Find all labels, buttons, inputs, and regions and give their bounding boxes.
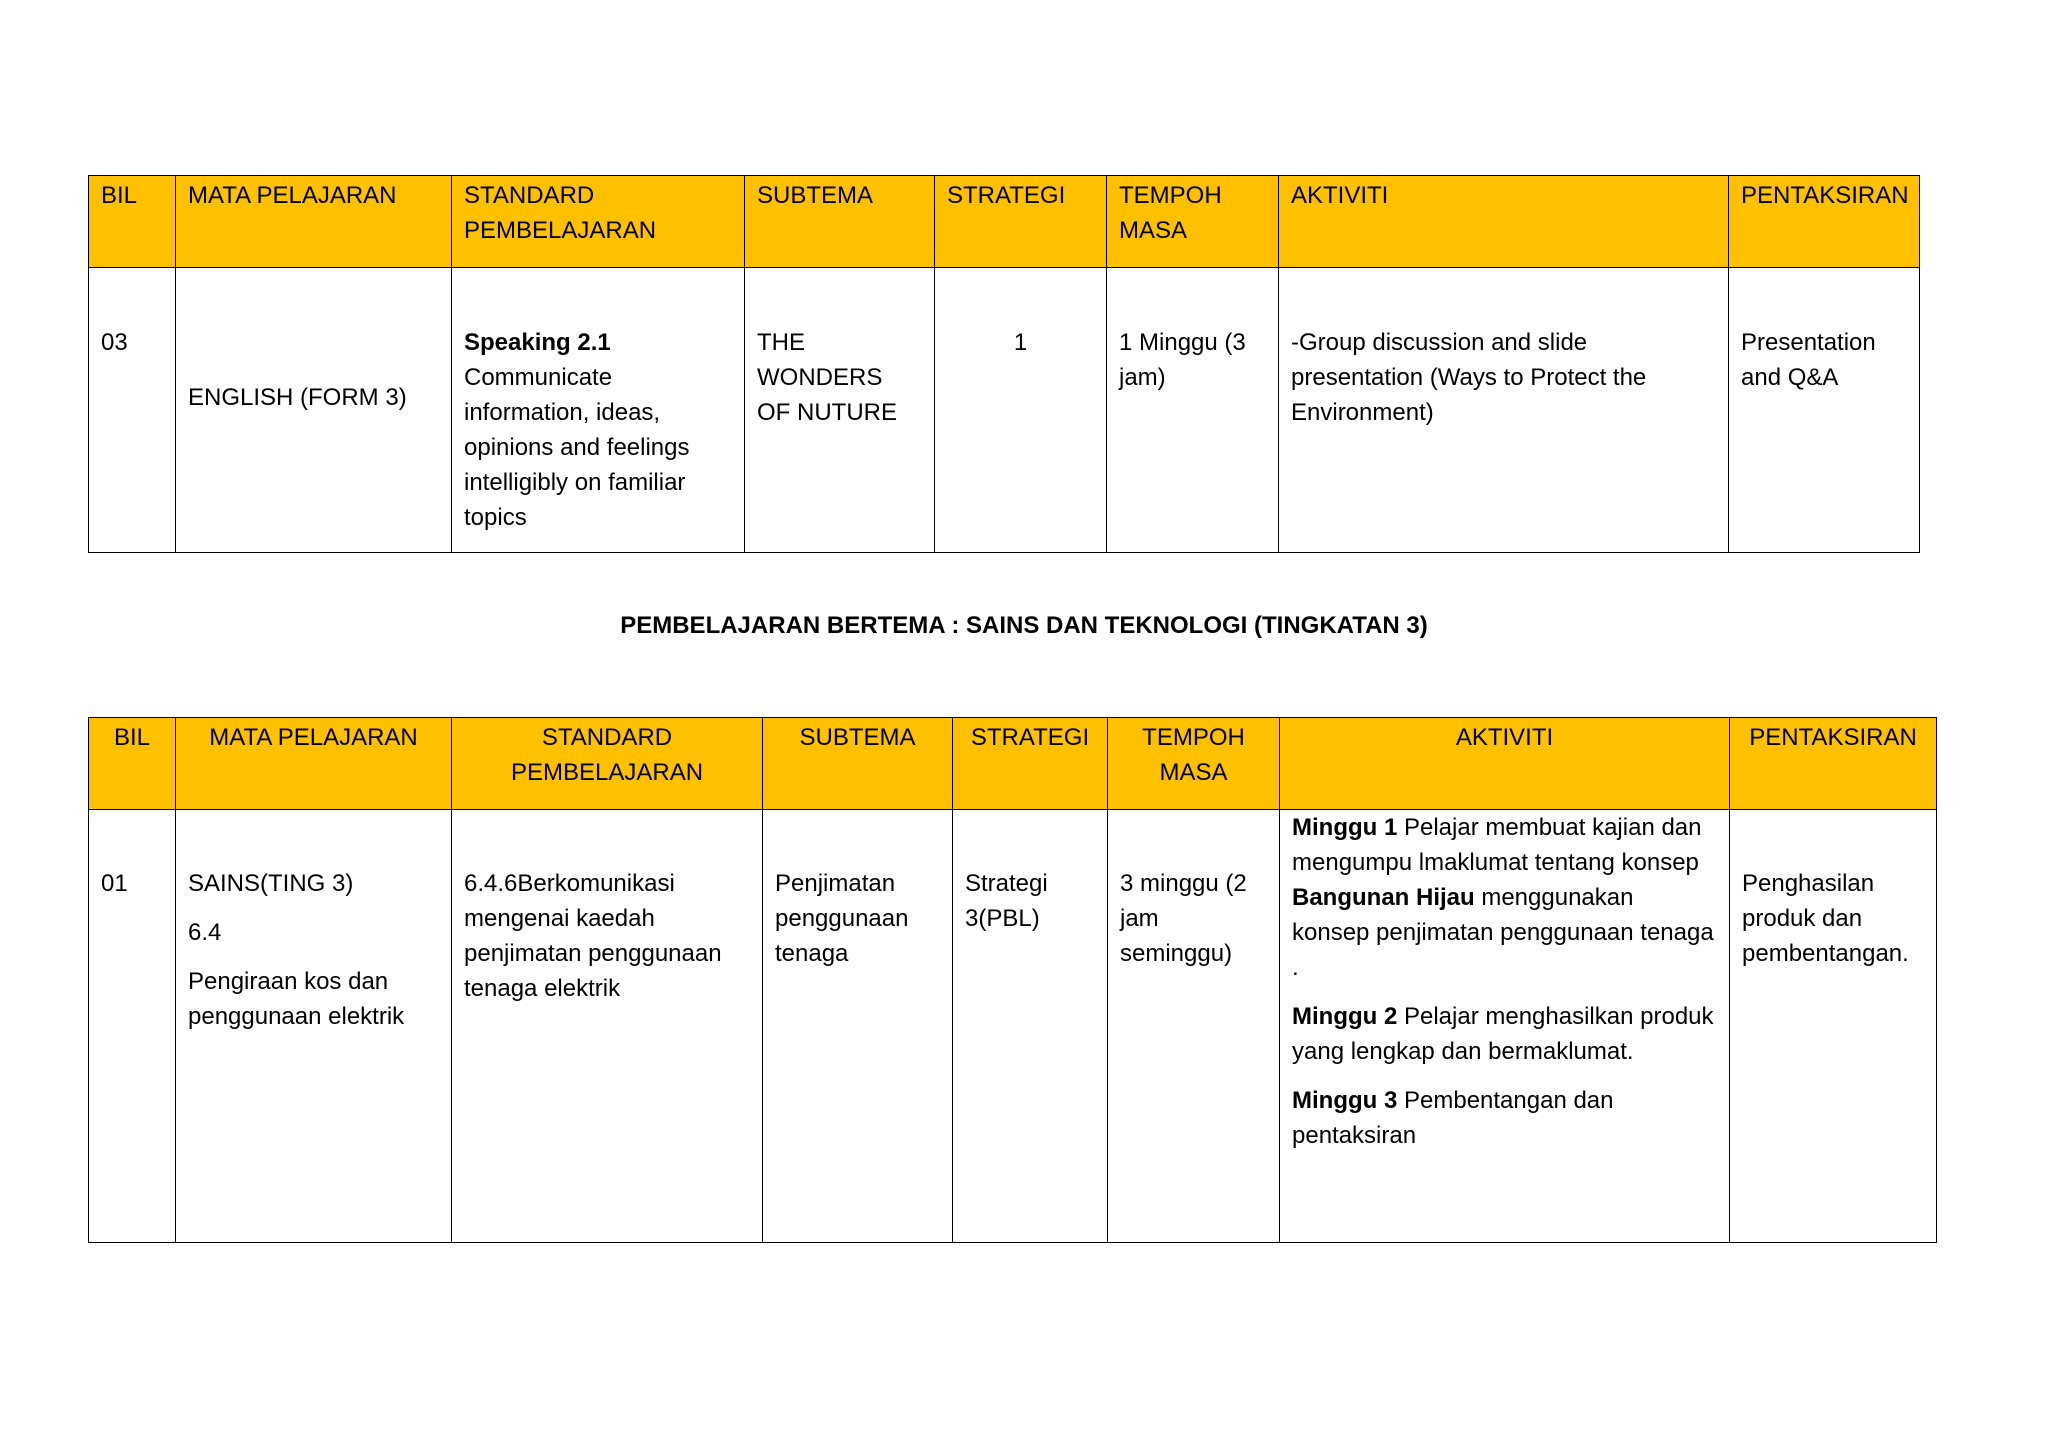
week-2-label: Minggu 2 — [1292, 1003, 1398, 1030]
lesson-table-english — [88, 175, 1920, 553]
header-bil: BIL — [89, 718, 176, 810]
cell-strategi: Strategi 3(PBL) — [953, 810, 1108, 1243]
header-bil: BIL — [89, 176, 176, 268]
table-row — [89, 268, 1920, 553]
cell-subtema: Penjimatan penggunaan tenaga — [763, 810, 953, 1243]
lesson-table-sains — [88, 717, 1937, 1243]
header-pentaksiran: PENTAKSIRAN — [1729, 176, 1920, 268]
header-standard-pembelajaran: STANDARD PEMBELAJARAN — [452, 718, 763, 810]
week-3-label: Minggu 3 — [1292, 1087, 1398, 1114]
cell-bil: 01 — [89, 810, 176, 1243]
week-1-text-b: menggunakan konsep penjimatan penggunaan tenaga . — [1292, 884, 1714, 981]
week-2-activity — [1292, 999, 1717, 1069]
cell-pentaksiran: Presentation and Q&A — [1729, 268, 1920, 553]
cell-subject — [176, 810, 452, 1243]
week-1-text-a: Pelajar membuat kajian dan mengumpu lmaklumat tentang konsep — [1292, 814, 1702, 876]
week-3-text: Pembentangan dan pentaksiran — [1292, 1087, 1614, 1149]
cell-subject: ENGLISH (FORM 3) — [176, 268, 452, 553]
header-strategi: STRATEGI — [935, 176, 1107, 268]
week-3-activity — [1292, 1083, 1717, 1153]
header-standard-pembelajaran: STANDARD PEMBELAJARAN — [452, 176, 745, 268]
header-subtema: SUBTEMA — [745, 176, 935, 268]
header-subtema: SUBTEMA — [763, 718, 953, 810]
header-aktiviti: AKTIVITI — [1280, 718, 1730, 810]
week-2-text: Pelajar menghasilkan produk yang lengkap dan bermaklumat. — [1292, 1003, 1714, 1065]
cell-strategi: 1 — [935, 268, 1107, 553]
cell-standard — [452, 268, 745, 553]
cell-bil: 03 — [89, 268, 176, 553]
subject-topic-number: 6.4 — [188, 919, 222, 946]
header-tempoh-masa: TEMPOH MASA — [1108, 718, 1280, 810]
week-1-label: Minggu 1 — [1292, 814, 1398, 841]
table-header-row — [89, 718, 1937, 810]
header-strategi: STRATEGI — [953, 718, 1108, 810]
section-heading: PEMBELAJARAN BERTEMA : SAINS DAN TEKNOLOGI (TINGKATAN 3) — [620, 612, 1428, 639]
subject-topic: Pengiraan kos dan penggunaan elektrik — [188, 968, 405, 1030]
standard-text: Communicate information, ideas, opinions and feelings intelligibly on familiar topics — [464, 364, 690, 531]
cell-pentaksiran: Penghasilan produk dan pembentangan. — [1730, 810, 1937, 1243]
table-header-row — [89, 176, 1920, 268]
header-pentaksiran: PENTAKSIRAN — [1730, 718, 1937, 810]
header-tempoh-masa: TEMPOH MASA — [1107, 176, 1279, 268]
cell-subtema: THE WONDERS OF NUTURE — [745, 268, 935, 553]
week-1-bold-term: Bangunan Hijau — [1292, 884, 1475, 911]
header-mata-pelajaran: MATA PELAJARAN — [176, 176, 452, 268]
table-row — [89, 810, 1937, 1243]
header-aktiviti: AKTIVITI — [1279, 176, 1729, 268]
week-1-activity — [1292, 810, 1717, 985]
standard-code: Speaking 2.1 — [464, 329, 611, 356]
cell-aktiviti: -Group discussion and slide presentation (Ways to Protect the Environment) — [1279, 268, 1729, 553]
subject-name: SAINS(TING 3) — [188, 870, 354, 897]
cell-standard: 6.4.6Berkomunikasi mengenai kaedah penjimatan penggunaan tenaga elektrik — [452, 810, 763, 1243]
cell-tempoh: 1 Minggu (3 jam) — [1107, 268, 1279, 553]
cell-aktiviti — [1280, 810, 1730, 1243]
cell-tempoh: 3 minggu (2 jam seminggu) — [1108, 810, 1280, 1243]
header-mata-pelajaran: MATA PELAJARAN — [176, 718, 452, 810]
